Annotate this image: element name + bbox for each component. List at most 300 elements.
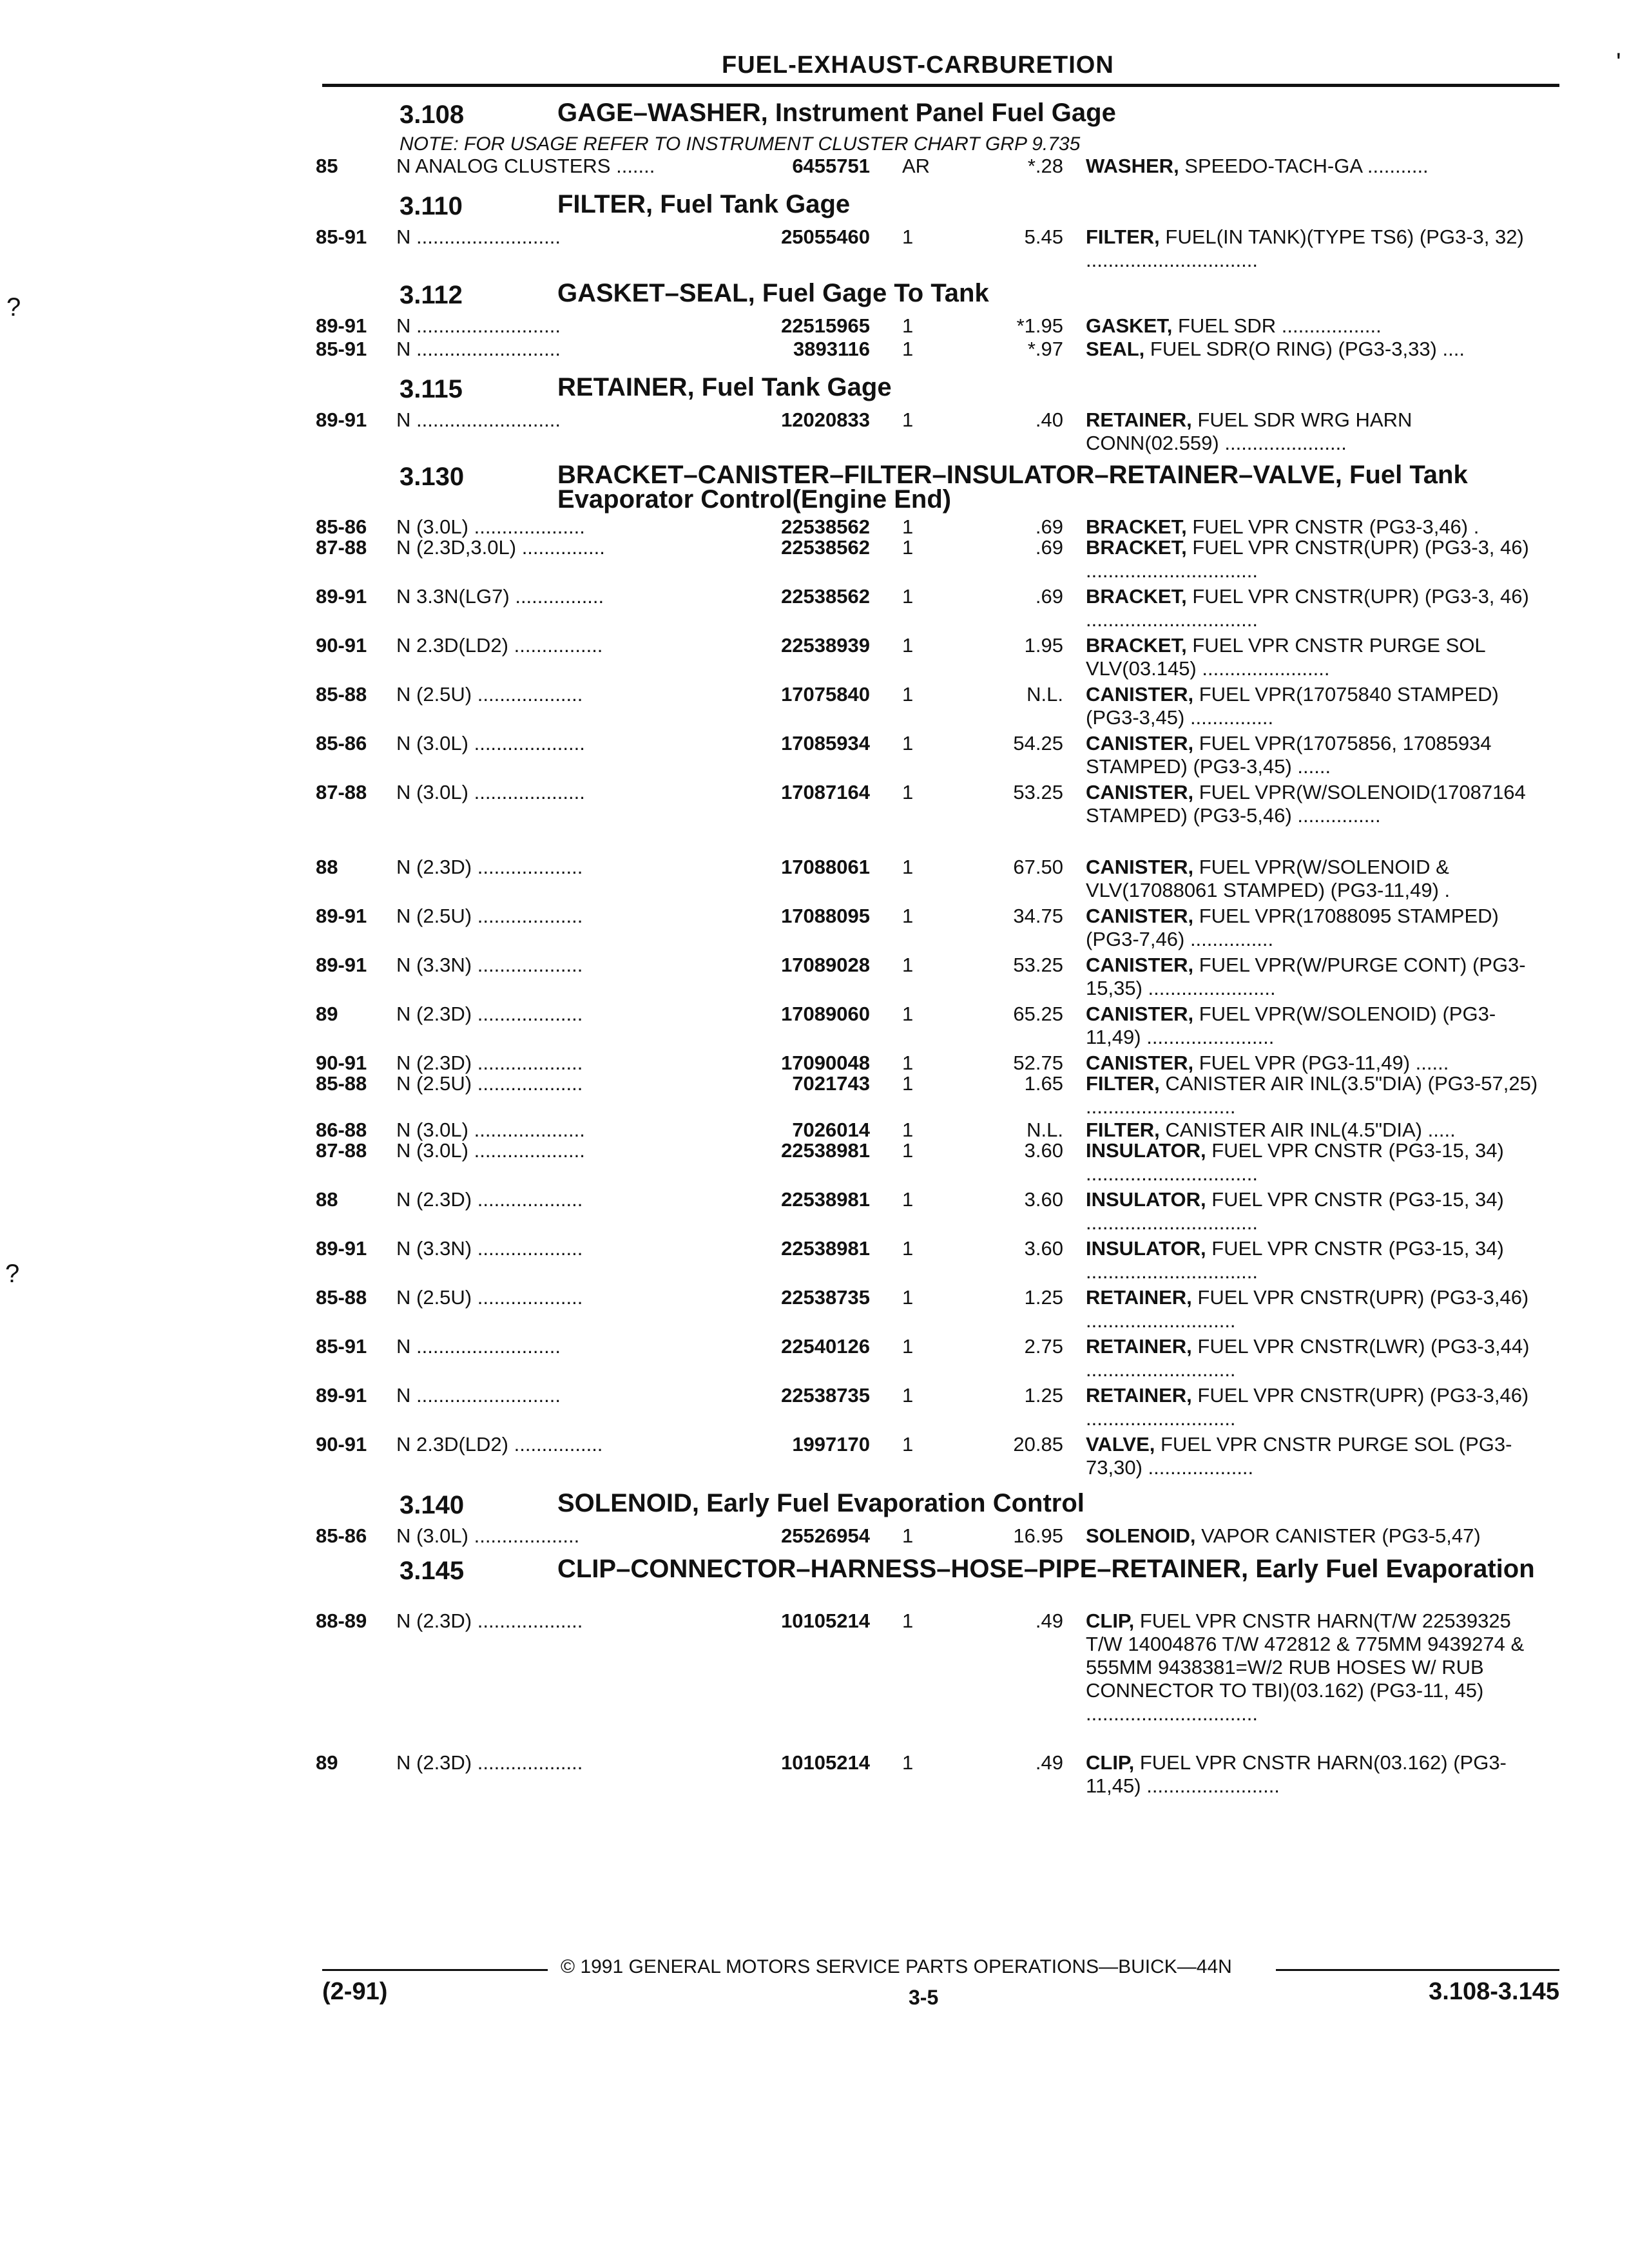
- quantity: 1: [902, 1072, 914, 1095]
- quantity: 1: [902, 1119, 914, 1141]
- part-row: [316, 1139, 1553, 1188]
- price: .69: [1035, 515, 1063, 538]
- model-years: 85-88: [316, 683, 367, 706]
- part-description: [1086, 585, 1550, 631]
- part-number: 25526954: [781, 1524, 870, 1547]
- part-detail: FUEL VPR(W/SOLENOID(17087164 STAMPED) (PG3-5,46) ...............: [1086, 781, 1526, 827]
- model-years: 87-88: [316, 536, 367, 559]
- quantity: 1: [902, 1052, 914, 1074]
- model-years: 85-91: [316, 1335, 367, 1358]
- part-description: [1086, 536, 1550, 582]
- part-description: [1086, 408, 1550, 455]
- part-number: 7026014: [792, 1119, 870, 1141]
- application: N 2.3D(LD2) ................: [396, 1433, 603, 1456]
- quantity: 1: [902, 1286, 914, 1309]
- part-detail: CANISTER AIR INL(3.5"DIA) (PG3-57,25) ...........................: [1086, 1072, 1538, 1118]
- part-description: [1086, 1384, 1550, 1430]
- quantity: 1: [902, 338, 914, 360]
- part-name: INSULATOR,: [1086, 1139, 1206, 1162]
- part-name: RETAINER,: [1086, 408, 1192, 431]
- part-detail: FUEL VPR CNSTR PURGE SOL VLV(03.145) .......................: [1086, 634, 1485, 680]
- footer-page-number: 3-5: [909, 1986, 939, 2009]
- application: N (2.3D) ...................: [396, 1610, 583, 1632]
- part-detail: FUEL VPR(17075856, 17085934 STAMPED) (PG3-3,45) ......: [1086, 732, 1492, 778]
- model-years: 88: [316, 856, 338, 878]
- price: 3.60: [1024, 1237, 1063, 1260]
- parts-section: [316, 97, 1553, 188]
- part-detail: FUEL VPR CNSTR HARN(T/W 22539325 T/W 14004876 T/W 472812 & 775MM 9439274 & 555MM 9438381=W/2 RUB HOSES W/ RUB CONNECTOR TO TBI)(03.162) (PG3-11, 45) ...............................: [1086, 1610, 1525, 1725]
- part-number: 22538735: [781, 1286, 870, 1309]
- price: N.L.: [1027, 683, 1063, 706]
- part-detail: FUEL VPR CNSTR(UPR) (PG3-3, 46) ...............................: [1086, 536, 1529, 582]
- part-name: BRACKET,: [1086, 585, 1187, 608]
- part-number: 17088095: [781, 905, 870, 927]
- model-years: 89-91: [316, 1384, 367, 1407]
- part-detail: FUEL VPR(W/SOLENOID) (PG3-11,49) .......................: [1086, 1003, 1496, 1048]
- section-heading: [316, 371, 1553, 408]
- parts-section: [316, 1487, 1553, 1553]
- application: N (2.5U) ...................: [396, 1072, 583, 1095]
- part-row: [316, 905, 1553, 954]
- model-years: 86-88: [316, 1119, 367, 1141]
- part-detail: CANISTER AIR INL(4.5"DIA) .....: [1159, 1119, 1456, 1141]
- quantity: 1: [902, 1003, 914, 1025]
- part-name: FILTER,: [1086, 1072, 1160, 1095]
- section-title: CLIP–CONNECTOR–HARNESS–HOSE–PIPE–RETAINER, Early Fuel Evaporation: [557, 1555, 1535, 1583]
- quantity: 1: [902, 536, 914, 559]
- part-description: [1086, 1139, 1550, 1186]
- part-description: [1086, 905, 1550, 951]
- part-description: [1086, 1286, 1550, 1332]
- part-number: 12020833: [781, 408, 870, 431]
- part-description: [1086, 155, 1550, 178]
- part-name: CANISTER,: [1086, 732, 1194, 754]
- part-detail: FUEL VPR CNSTR HARN(03.162) (PG3-11,45) ........................: [1086, 1751, 1507, 1797]
- quantity: 1: [902, 226, 914, 248]
- part-description: [1086, 856, 1550, 902]
- section-title: FILTER, Fuel Tank Gage: [557, 190, 851, 218]
- part-detail: FUEL VPR CNSTR(UPR) (PG3-3,46) ...........................: [1086, 1286, 1529, 1332]
- price: 1.25: [1024, 1286, 1063, 1309]
- part-detail: FUEL VPR CNSTR (PG3-3,46) .: [1186, 515, 1480, 538]
- application: N ..........................: [396, 1335, 561, 1358]
- part-number: 22538939: [781, 634, 870, 657]
- quantity: 1: [902, 781, 914, 803]
- model-years: 85-91: [316, 338, 367, 360]
- part-name: WASHER,: [1086, 155, 1179, 177]
- quantity: 1: [902, 314, 914, 337]
- quantity: 1: [902, 1188, 914, 1211]
- part-name: CANISTER,: [1086, 1003, 1194, 1025]
- application: N (2.3D) ...................: [396, 856, 583, 878]
- part-detail: FUEL VPR(17088095 STAMPED) (PG3-7,46) ...............: [1086, 905, 1499, 950]
- part-name: RETAINER,: [1086, 1335, 1192, 1358]
- part-number: 1997170: [792, 1433, 870, 1456]
- quantity: AR: [902, 155, 930, 177]
- application: N ..........................: [396, 226, 561, 248]
- application: N (2.3D) ...................: [396, 1751, 583, 1774]
- quantity: 1: [902, 1335, 914, 1358]
- section-title: SOLENOID, Early Fuel Evaporation Control: [557, 1489, 1084, 1517]
- model-years: 85-91: [316, 226, 367, 248]
- part-row: [316, 1052, 1553, 1072]
- part-description: [1086, 954, 1550, 1000]
- application: N (3.3N) ...................: [396, 954, 583, 976]
- part-row: [316, 1335, 1553, 1384]
- section-number: 3.140: [400, 1491, 465, 1519]
- model-years: 85-88: [316, 1286, 367, 1309]
- part-row: [316, 1119, 1553, 1139]
- part-description: [1086, 1188, 1550, 1235]
- price: 20.85: [1013, 1433, 1063, 1456]
- margin-mark: ': [1616, 48, 1621, 77]
- quantity: 1: [902, 515, 914, 538]
- part-name: CANISTER,: [1086, 781, 1194, 803]
- part-name: CLIP,: [1086, 1751, 1135, 1774]
- part-name: CANISTER,: [1086, 1052, 1194, 1074]
- part-description: [1086, 338, 1550, 361]
- price: 67.50: [1013, 856, 1063, 878]
- part-description: [1086, 515, 1550, 539]
- application: N (2.5U) ...................: [396, 905, 583, 927]
- section-note: NOTE: FOR USAGE REFER TO INSTRUMENT CLUSTER CHART GRP 9.735: [400, 133, 1081, 155]
- part-description: [1086, 1433, 1550, 1479]
- price: *.28: [1027, 155, 1063, 177]
- price: .40: [1035, 408, 1063, 431]
- section-title: GASKET–SEAL, Fuel Gage To Tank: [557, 279, 989, 307]
- application: N ..........................: [396, 408, 561, 431]
- application: N (3.0L) ....................: [396, 781, 585, 803]
- part-number: 6455751: [792, 155, 870, 177]
- part-number: 25055460: [781, 226, 870, 248]
- application: N (2.5U) ...................: [396, 683, 583, 706]
- model-years: 89-91: [316, 314, 367, 337]
- quantity: 1: [902, 1237, 914, 1260]
- section-heading: [316, 188, 1553, 226]
- part-detail: FUEL VPR(17075840 STAMPED) (PG3-3,45) ...............: [1086, 683, 1499, 729]
- price: 1.65: [1024, 1072, 1063, 1095]
- price: .69: [1035, 536, 1063, 559]
- application: N ..........................: [396, 314, 561, 337]
- part-row: [316, 226, 1553, 277]
- model-years: 85-86: [316, 1524, 367, 1547]
- part-detail: FUEL VPR (PG3-11,49) ......: [1193, 1052, 1449, 1074]
- part-description: [1086, 1237, 1550, 1283]
- part-number: 7021743: [792, 1072, 870, 1095]
- parts-section: [316, 371, 1553, 459]
- price: 53.25: [1013, 954, 1063, 976]
- part-name: VALVE,: [1086, 1433, 1155, 1456]
- quantity: 1: [902, 1384, 914, 1407]
- parts-section: [316, 277, 1553, 371]
- model-years: 89-91: [316, 905, 367, 927]
- price: 52.75: [1013, 1052, 1063, 1074]
- model-years: 89-91: [316, 585, 367, 608]
- part-number: 3893116: [793, 338, 870, 360]
- part-name: CANISTER,: [1086, 954, 1194, 976]
- part-name: SOLENOID,: [1086, 1524, 1196, 1547]
- part-name: RETAINER,: [1086, 1384, 1192, 1407]
- part-number: 22540126: [781, 1335, 870, 1358]
- model-years: 87-88: [316, 781, 367, 803]
- application: N (3.0L) ...................: [396, 1524, 580, 1547]
- price: 53.25: [1013, 781, 1063, 803]
- part-name: BRACKET,: [1086, 634, 1187, 657]
- price: 34.75: [1013, 905, 1063, 927]
- part-number: 17087164: [781, 781, 870, 803]
- part-description: [1086, 634, 1550, 680]
- application: N (2.3D) ...................: [396, 1003, 583, 1025]
- model-years: 87-88: [316, 1139, 367, 1162]
- application: N (3.0L) ....................: [396, 1119, 585, 1141]
- section-number: 3.130: [400, 463, 465, 491]
- quantity: 1: [902, 1139, 914, 1162]
- quantity: 1: [902, 856, 914, 878]
- part-row: [316, 954, 1553, 1003]
- part-row: [316, 515, 1553, 536]
- application: N (2.3D) ...................: [396, 1052, 583, 1074]
- application: N (3.0L) ....................: [396, 1139, 585, 1162]
- section-title: GAGE–WASHER, Instrument Panel Fuel Gage: [557, 99, 1116, 127]
- section-number: 3.115: [400, 375, 463, 403]
- part-number: 22538981: [781, 1237, 870, 1260]
- parts-section: [316, 1553, 1553, 1800]
- part-name: BRACKET,: [1086, 536, 1187, 559]
- model-years: 89-91: [316, 1237, 367, 1260]
- section-heading: [316, 459, 1553, 515]
- part-row: [316, 1237, 1553, 1286]
- quantity: 1: [902, 732, 914, 754]
- part-description: [1086, 1052, 1550, 1075]
- footer-section-range: 3.108-3.145: [1429, 1978, 1559, 2005]
- part-row: [316, 155, 1553, 188]
- part-name: INSULATOR,: [1086, 1188, 1206, 1211]
- part-row: [316, 1286, 1553, 1335]
- part-number: 22515965: [781, 314, 870, 337]
- part-number: 17090048: [781, 1052, 870, 1074]
- quantity: 1: [902, 634, 914, 657]
- part-name: FILTER,: [1086, 1119, 1160, 1141]
- margin-mark: ?: [5, 1260, 20, 1288]
- price: 3.60: [1024, 1139, 1063, 1162]
- section-heading: [316, 97, 1553, 134]
- part-number: 22538562: [781, 515, 870, 538]
- part-name: FILTER,: [1086, 226, 1160, 248]
- model-years: 85: [316, 155, 338, 177]
- part-detail: FUEL VPR(W/SOLENOID & VLV(17088061 STAMPED) (PG3-11,49) .: [1086, 856, 1451, 901]
- part-name: INSULATOR,: [1086, 1237, 1206, 1260]
- application: N ..........................: [396, 338, 561, 360]
- part-description: [1086, 1610, 1550, 1725]
- part-description: [1086, 1072, 1550, 1119]
- part-description: [1086, 1119, 1550, 1142]
- price: *.97: [1027, 338, 1063, 360]
- footer-revision: (2-91): [322, 1978, 388, 2005]
- part-row: [316, 338, 1553, 371]
- part-row: [316, 1433, 1553, 1487]
- part-name: CANISTER,: [1086, 683, 1194, 706]
- part-description: [1086, 732, 1550, 778]
- part-row: [316, 1188, 1553, 1237]
- price: 2.75: [1024, 1335, 1063, 1358]
- section-heading: [316, 277, 1553, 314]
- part-number: 17075840: [781, 683, 870, 706]
- application: N (2.3D) ...................: [396, 1188, 583, 1211]
- part-number: 10105214: [781, 1751, 870, 1774]
- part-name: RETAINER,: [1086, 1286, 1192, 1309]
- section-number: 3.145: [400, 1557, 465, 1585]
- footer-copyright: © 1991 GENERAL MOTORS SERVICE PARTS OPERATIONS—BUICK—44N: [561, 1956, 1232, 1977]
- part-row: [316, 1072, 1553, 1119]
- page-footer: [322, 1952, 1559, 2030]
- quantity: 1: [902, 1751, 914, 1774]
- part-name: CANISTER,: [1086, 905, 1194, 927]
- part-detail: FUEL VPR CNSTR(UPR) (PG3-3,46) ...........................: [1086, 1384, 1529, 1430]
- quantity: 1: [902, 408, 914, 431]
- application: N (3.0L) ....................: [396, 515, 585, 538]
- quantity: 1: [902, 1610, 914, 1632]
- part-detail: FUEL SDR ..................: [1172, 314, 1382, 337]
- part-description: [1086, 1751, 1550, 1798]
- quantity: 1: [902, 585, 914, 608]
- part-number: 22538562: [781, 585, 870, 608]
- part-row: [316, 781, 1553, 856]
- part-row: [316, 856, 1553, 905]
- section-title: RETAINER, Fuel Tank Gage: [557, 373, 892, 401]
- part-row: [316, 1384, 1553, 1433]
- part-row: [316, 732, 1553, 781]
- part-name: CANISTER,: [1086, 856, 1194, 878]
- parts-section: [316, 459, 1553, 1487]
- model-years: 85-86: [316, 732, 367, 754]
- section-heading: [316, 1487, 1553, 1524]
- part-row: [316, 1524, 1553, 1553]
- part-number: 22538562: [781, 536, 870, 559]
- margin-mark: ?: [6, 293, 21, 322]
- application: N (3.3N) ...................: [396, 1237, 583, 1260]
- part-number: 17088061: [781, 856, 870, 878]
- model-years: 90-91: [316, 1433, 367, 1456]
- model-years: 90-91: [316, 634, 367, 657]
- price: 65.25: [1013, 1003, 1063, 1025]
- quantity: 1: [902, 683, 914, 706]
- parts-section: [316, 188, 1553, 277]
- quantity: 1: [902, 954, 914, 976]
- section-heading: [316, 1553, 1553, 1610]
- part-description: [1086, 226, 1550, 272]
- part-row: [316, 1751, 1553, 1800]
- application: N 3.3N(LG7) ................: [396, 585, 604, 608]
- model-years: 88-89: [316, 1610, 367, 1632]
- part-description: [1086, 781, 1550, 827]
- part-row: [316, 536, 1553, 585]
- price: 5.45: [1024, 226, 1063, 248]
- part-description: [1086, 1003, 1550, 1049]
- part-number: 17089060: [781, 1003, 870, 1025]
- part-row: [316, 585, 1553, 634]
- part-row: [316, 408, 1553, 459]
- model-years: 89-91: [316, 954, 367, 976]
- section-number: 3.110: [400, 192, 463, 220]
- part-detail: FUEL SDR WRG HARN CONN(02.559) ......................: [1086, 408, 1412, 454]
- part-detail: FUEL VPR CNSTR (PG3-15, 34) ...............................: [1086, 1188, 1504, 1234]
- part-number: 10105214: [781, 1610, 870, 1632]
- part-row: [316, 634, 1553, 683]
- footer-rule-right: [1276, 1969, 1559, 1971]
- part-number: 22538981: [781, 1188, 870, 1211]
- part-detail: FUEL SDR(O RING) (PG3-3,33) ....: [1144, 338, 1465, 360]
- section-title: BRACKET–CANISTER–FILTER–INSULATOR–RETAINER–VALVE, Fuel Tank Evaporator Control(Engine End): [557, 461, 1468, 514]
- price: *1.95: [1016, 314, 1063, 337]
- price: 3.60: [1024, 1188, 1063, 1211]
- price: 16.95: [1013, 1524, 1063, 1547]
- section-number: 3.108: [400, 101, 465, 129]
- part-detail: FUEL VPR CNSTR (PG3-15, 34) ...............................: [1086, 1139, 1504, 1185]
- header-rule: [322, 84, 1559, 87]
- part-number: 17085934: [781, 732, 870, 754]
- part-description: [1086, 1524, 1550, 1548]
- part-number: 22538981: [781, 1139, 870, 1162]
- price: 1.95: [1024, 634, 1063, 657]
- part-row: [316, 683, 1553, 732]
- model-years: 89: [316, 1003, 338, 1025]
- application: N (2.3D,3.0L) ...............: [396, 536, 605, 559]
- part-number: 17089028: [781, 954, 870, 976]
- part-detail: FUEL VPR CNSTR(LWR) (PG3-3,44) ...........................: [1086, 1335, 1530, 1381]
- part-detail: VAPOR CANISTER (PG3-5,47): [1195, 1524, 1481, 1547]
- page-title: FUEL-EXHAUST-CARBURETION: [722, 52, 1114, 79]
- part-detail: FUEL VPR CNSTR PURGE SOL (PG3-73,30) ...................: [1086, 1433, 1512, 1479]
- application: N (2.5U) ...................: [396, 1286, 583, 1309]
- price: .69: [1035, 585, 1063, 608]
- part-description: [1086, 683, 1550, 729]
- part-description: [1086, 1335, 1550, 1381]
- part-detail: FUEL VPR CNSTR (PG3-15, 34) ...............................: [1086, 1237, 1504, 1283]
- part-name: SEAL,: [1086, 338, 1145, 360]
- price: .49: [1035, 1751, 1063, 1774]
- part-name: BRACKET,: [1086, 515, 1187, 538]
- part-row: [316, 1610, 1553, 1751]
- price: .49: [1035, 1610, 1063, 1632]
- application: N ..........................: [396, 1384, 561, 1407]
- section-number: 3.112: [400, 281, 463, 309]
- quantity: 1: [902, 905, 914, 927]
- application: N 2.3D(LD2) ................: [396, 634, 603, 657]
- footer-rule-left: [322, 1969, 548, 1971]
- part-name: GASKET,: [1086, 314, 1173, 337]
- part-detail: FUEL(IN TANK)(TYPE TS6) (PG3-3, 32) ...............................: [1086, 226, 1524, 271]
- part-detail: FUEL VPR CNSTR(UPR) (PG3-3, 46) ...............................: [1086, 585, 1529, 631]
- model-years: 85-86: [316, 515, 367, 538]
- application: N ANALOG CLUSTERS .......: [396, 155, 655, 177]
- part-detail: FUEL VPR(W/PURGE CONT) (PG3-15,35) .......................: [1086, 954, 1526, 999]
- price: 54.25: [1013, 732, 1063, 754]
- model-years: 85-88: [316, 1072, 367, 1095]
- price: N.L.: [1027, 1119, 1063, 1141]
- model-years: 90-91: [316, 1052, 367, 1074]
- part-row: [316, 1003, 1553, 1052]
- application: N (3.0L) ....................: [396, 732, 585, 754]
- part-description: [1086, 314, 1550, 338]
- parts-list: [316, 97, 1553, 1800]
- quantity: 1: [902, 1524, 914, 1547]
- part-detail: SPEEDO-TACH-GA ...........: [1179, 155, 1429, 177]
- quantity: 1: [902, 1433, 914, 1456]
- price: 1.25: [1024, 1384, 1063, 1407]
- model-years: 89: [316, 1751, 338, 1774]
- part-row: [316, 314, 1553, 338]
- model-years: 89-91: [316, 408, 367, 431]
